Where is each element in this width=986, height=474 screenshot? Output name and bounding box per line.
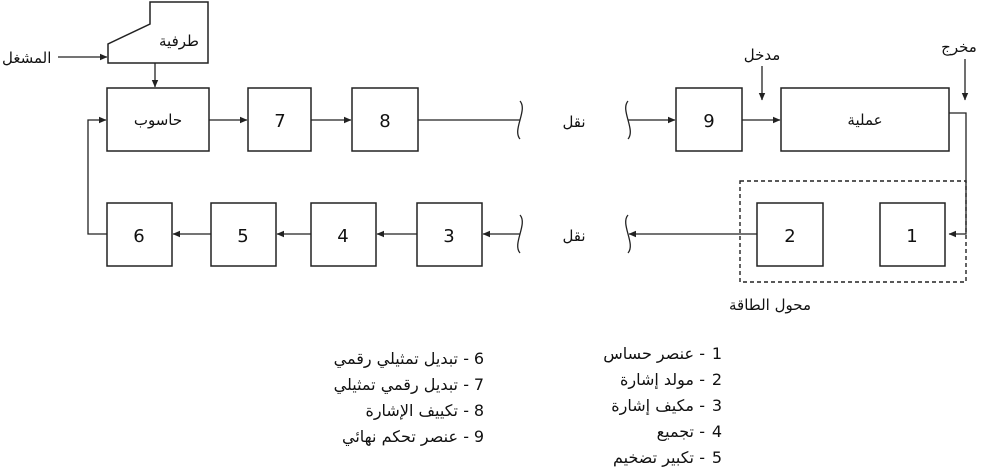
legend-2-number: 2 bbox=[711, 370, 722, 389]
legend-3-number: 3 bbox=[711, 396, 722, 415]
legend-6-text: تبديل تمثيلي رقمي bbox=[333, 349, 458, 368]
legend-8-text: تكييف الإشارة bbox=[365, 401, 458, 420]
legend-3-text: مكيف إشارة bbox=[611, 396, 694, 415]
legend-left bbox=[334, 349, 484, 447]
legend-right bbox=[603, 344, 722, 468]
terminal-label: طرفية bbox=[159, 32, 199, 50]
legend-2-text: مولد إشارة bbox=[619, 370, 694, 389]
legend-7-text: تبديل رقمي تمثيلي bbox=[333, 375, 458, 394]
computer-label: حاسوب bbox=[133, 111, 183, 129]
legend-4-dash: - bbox=[699, 422, 705, 441]
legend-9-text: عنصر تحكم نهائي bbox=[341, 427, 458, 446]
legend-9-dash: - bbox=[463, 427, 469, 446]
process-to-sensor-line bbox=[949, 113, 966, 234]
legend-1-text: عنصر حساس bbox=[603, 344, 694, 363]
block-2-label: 2 bbox=[784, 226, 796, 247]
process-label: عملية bbox=[847, 111, 883, 129]
legend-4-number: 4 bbox=[711, 422, 722, 441]
block-8-label: 8 bbox=[379, 111, 391, 132]
legend-7-dash: - bbox=[463, 375, 469, 394]
input-label: مدخل bbox=[743, 46, 781, 64]
legend-5-text: تكبير تضخيم bbox=[613, 448, 694, 467]
legend-2-dash: - bbox=[699, 370, 705, 389]
legend-8-dash: - bbox=[463, 401, 469, 420]
transmission-label-bottom: نقل bbox=[562, 227, 586, 245]
transmission-label-top: نقل bbox=[562, 113, 586, 131]
block-5-label: 5 bbox=[237, 226, 249, 247]
legend-3-dash: - bbox=[699, 396, 705, 415]
legend-8-number: 8 bbox=[473, 401, 484, 420]
block-3-label: 3 bbox=[443, 226, 455, 247]
transducer-label: محول الطاقة bbox=[729, 296, 811, 314]
block-9-label: 9 bbox=[703, 111, 715, 132]
legend-4-text: تجميع bbox=[656, 422, 694, 441]
legend-1-dash: - bbox=[699, 344, 705, 363]
block-7-label: 7 bbox=[274, 111, 286, 132]
6-to-computer-line bbox=[88, 120, 107, 234]
legend-6-number: 6 bbox=[473, 349, 484, 368]
legend-9-number: 9 bbox=[473, 427, 484, 446]
legend-5-number: 5 bbox=[711, 448, 722, 467]
block-1-label: 1 bbox=[906, 226, 918, 247]
legend-6-dash: - bbox=[463, 349, 469, 368]
legend-7-number: 7 bbox=[473, 375, 484, 394]
operator-label: المشغل bbox=[2, 49, 52, 67]
legend-5-dash: - bbox=[699, 448, 705, 467]
output-label: مخرج bbox=[941, 38, 977, 56]
block-6-label: 6 bbox=[133, 226, 145, 247]
legend-1-number: 1 bbox=[711, 344, 722, 363]
block-4-label: 4 bbox=[337, 226, 349, 247]
